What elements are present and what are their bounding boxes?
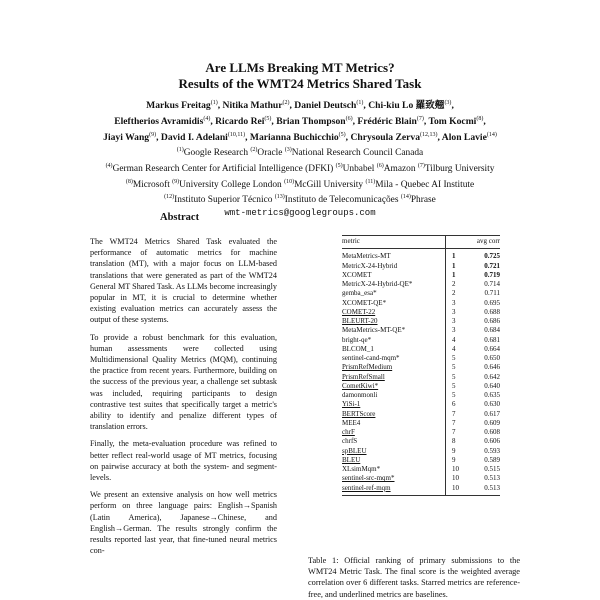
table-header-row <box>342 236 500 249</box>
affiliation-name: Tilburg University <box>424 164 495 175</box>
score-cell: 0.589 <box>484 455 500 464</box>
affiliation-name: Microsoft <box>132 179 170 190</box>
score-column-header: avg corr <box>470 236 500 249</box>
table-row <box>342 382 500 391</box>
metric-cell: BLEURT-20 <box>342 317 378 325</box>
metric-cell: YiSi-1 <box>342 400 361 409</box>
author-name: Alon Lavie <box>441 131 487 143</box>
table-row <box>342 465 500 474</box>
metric-cell: COMET-22 <box>342 307 376 316</box>
score-cell: 0.725 <box>484 252 500 261</box>
metric-cell: BERTScore <box>342 409 376 418</box>
table-row <box>342 410 500 419</box>
author-block <box>20 97 580 219</box>
rank-cell: 7 <box>446 410 471 419</box>
table-row <box>342 249 500 262</box>
affiliation-mark: (13) <box>274 194 285 201</box>
author-affil-mark: (8) <box>476 115 484 122</box>
affiliation-mark: (9) <box>172 178 180 185</box>
metric-cell: BLEU <box>342 455 361 464</box>
author-name: Frédéric Blain <box>357 115 417 127</box>
metric-column-header: metric <box>342 236 446 249</box>
abstract-body <box>90 236 277 562</box>
table-row <box>342 262 500 271</box>
metric-cell: MetricX-24-Hybrid <box>342 261 398 270</box>
affiliation-name: Phrase <box>410 195 436 206</box>
rank-cell: 7 <box>446 428 471 437</box>
abstract-paragraph: We present an extensive analysis on how well metrics perform on three language pairs: English→Spanish (Latin America), Japanese→Chinese, and English→German. The results strongly confirm the results reported last year, that fine-tuned neural metrics con- <box>90 490 277 556</box>
affiliation-mark: (10) <box>284 178 295 185</box>
metric-cell: gemba_esa* <box>342 289 377 298</box>
score-cell: 0.714 <box>484 280 500 288</box>
rank-cell: 10 <box>446 484 471 496</box>
affiliation-mark: (6) <box>376 162 384 169</box>
author-name: Chrysoula Zerva <box>350 131 421 143</box>
rank-column-header <box>446 236 471 249</box>
affiliation-name: Google Research <box>183 148 249 159</box>
metric-cell: XCOMET-QE* <box>342 298 387 307</box>
metric-cell: CometKiwi* <box>342 381 379 390</box>
score-cell: 0.688 <box>484 307 500 316</box>
metric-cell: chrfS <box>342 437 358 446</box>
rank-cell: 4 <box>446 336 471 345</box>
metric-cell: PrismRefSmall <box>342 372 385 381</box>
score-cell: 0.515 <box>484 465 500 473</box>
author-affil-mark: (14) <box>486 131 497 138</box>
table-row <box>342 308 500 317</box>
affiliation-line <box>20 176 580 192</box>
affiliation-mark: (11) <box>365 178 376 185</box>
metric-cell: PrismRefMedium <box>342 363 393 372</box>
title-line: Results of the WMT24 Metrics Shared Task <box>178 76 422 91</box>
affiliation-line <box>20 144 580 160</box>
title-line: Are LLMs Breaking MT Metrics? <box>205 60 395 75</box>
affiliation-name: Unbabel <box>342 164 375 175</box>
author-line: Markus Freitag$^{(1)}$, Nitika Mathur$^{(2)}$, Daniel Deutsch$^{(1)}$, Chi-kiu Lo 羅致翹$^{(3)}$, <box>146 100 454 112</box>
affiliation-name: Amazon <box>383 164 416 175</box>
rank-cell: 2 <box>446 280 471 289</box>
metric-cell: spBLEU <box>342 446 367 455</box>
rank-cell: 3 <box>446 299 471 308</box>
metric-cell: XLsimMqm* <box>342 465 381 473</box>
table-row <box>342 336 500 345</box>
score-cell: 0.684 <box>484 326 500 335</box>
metric-cell: MetricX-24-Hybrid-QE* <box>342 280 413 288</box>
affiliation-line <box>20 191 580 207</box>
table-row <box>342 391 500 400</box>
score-cell: 0.617 <box>484 409 500 418</box>
results-table <box>342 235 500 496</box>
author-affil-mark: (9) <box>149 131 157 138</box>
author-name: Tom Kocmi <box>428 115 477 127</box>
rank-cell: 5 <box>446 382 471 391</box>
metric-cell: sentinel-ref-mqm <box>342 484 446 496</box>
abstract-paragraph: To provide a robust benchmark for this evaluation, human assessments were collected using Multidimensional Quality Metrics (MQM), continuing the practice from recent years. Furthermore, building on the success of the previous year, a challenge set subtask was included, requiring participants to design contrastive test suites that specifically target a metric's ability to identify and penalize different types of translation errors. <box>90 332 277 432</box>
affiliation-mark: (7) <box>417 162 425 169</box>
author-name: Marianna Buchicchio <box>249 131 339 143</box>
score-cell: 0.664 <box>484 344 500 353</box>
score-cell: 0.593 <box>484 446 500 455</box>
metric-cell: MetaMetrics-MT <box>342 252 391 261</box>
score-cell: 0.513 <box>484 474 500 483</box>
table-row <box>342 373 500 382</box>
author-affil-mark: (12,13) <box>420 131 438 138</box>
author-affil-mark: (3) <box>444 100 452 106</box>
score-cell: 0.608 <box>484 428 500 436</box>
contact-email[interactable]: wmt-metrics@googlegroups.com <box>224 207 376 218</box>
rank-cell: 5 <box>446 363 471 372</box>
rank-cell: 5 <box>446 373 471 382</box>
table-row <box>342 474 500 483</box>
score-cell: 0.646 <box>484 363 500 372</box>
author-affil-mark: (2) <box>282 100 290 106</box>
table-row <box>342 345 500 354</box>
rank-cell: 1 <box>446 271 471 280</box>
author-name: Daniel Deutsch <box>294 100 357 112</box>
table-row <box>342 317 500 326</box>
metric-cell: sentinel-src-mqm* <box>342 474 395 483</box>
rank-cell: 5 <box>446 354 471 363</box>
author-affil-mark: (5) <box>338 131 346 138</box>
metric-cell: XCOMET <box>342 270 372 279</box>
rank-cell: 7 <box>446 419 471 428</box>
author-names <box>20 97 580 144</box>
author-affil-mark: (7) <box>416 115 424 122</box>
table-row <box>342 271 500 280</box>
rank-cell: 10 <box>446 474 471 483</box>
rank-cell: 3 <box>446 317 471 326</box>
rank-cell: 2 <box>446 289 471 298</box>
rank-cell: 9 <box>446 447 471 456</box>
rank-cell: 5 <box>446 391 471 400</box>
rank-cell: 10 <box>446 465 471 474</box>
score-cell: 0.640 <box>484 381 500 390</box>
score-cell: 0.711 <box>484 289 500 298</box>
affiliation-name: German Research Center for Artificial Intelligence (DFKI) <box>112 164 334 175</box>
score-cell: 0.721 <box>484 261 500 270</box>
author-affil-mark: (4) <box>203 115 211 122</box>
affiliation-name: Oracle <box>257 148 283 159</box>
table-row <box>342 363 500 372</box>
affiliation-name: McGill University <box>294 179 364 190</box>
affiliation-name: Instituto Superior Técnico <box>174 195 273 206</box>
score-cell: 0.630 <box>484 400 500 409</box>
paper-title <box>0 60 600 92</box>
author-name: Markus Freitag <box>146 100 211 112</box>
author-name: Jiayi Wang <box>103 131 150 143</box>
rank-cell: 9 <box>446 456 471 465</box>
author-name: David I. Adelani <box>160 131 228 143</box>
affiliation-mark: (2) <box>250 147 258 154</box>
table-body <box>342 249 500 496</box>
metric-cell: BLCOM_1 <box>342 344 374 353</box>
author-name: Ricardo Rei <box>215 115 265 127</box>
score-cell: 0.606 <box>484 437 500 446</box>
metric-cell: sentinel-cand-mqm* <box>342 354 400 362</box>
metric-cell: chrF <box>342 428 355 436</box>
affiliations <box>20 144 580 207</box>
table-row <box>342 280 500 289</box>
score-cell: 0.686 <box>484 317 500 325</box>
metric-cell: damonmonli <box>342 391 378 399</box>
affiliation-line <box>20 160 580 176</box>
table-row <box>342 447 500 456</box>
score-cell: 0.635 <box>484 391 500 399</box>
abstract-paragraph: Finally, the meta-evaluation procedure was refined to better reflect real-world usage of MT metrics, focusing on pairwise accuracy at both the system- and segment-levels. <box>90 439 277 483</box>
author-affil-mark: (1) <box>210 100 218 106</box>
table-row <box>342 419 500 428</box>
metric-cell: MetaMetrics-MT-QE* <box>342 326 406 335</box>
score-cell: 0.695 <box>484 298 500 307</box>
rank-cell: 8 <box>446 437 471 446</box>
author-line: Eleftherios Avramidis$^{(4)}$, Ricardo Rei$^{(5)}$, Brian Thompson$^{(6)}$, Frédéric Blain$^{(7)}$, Tom Kocmi$^{(8)}$, <box>114 115 486 127</box>
score-cell: 0.681 <box>484 335 500 344</box>
author-name: Nitika Mathur <box>222 100 283 112</box>
author-name: Chi-kiu Lo 羅致翹 <box>368 100 445 112</box>
rank-cell: 3 <box>446 326 471 335</box>
table-row <box>342 354 500 363</box>
author-name: Brian Thompson <box>276 115 346 127</box>
author-line: Jiayi Wang$^{(9)}$, David I. Adelani$^{(10,11)}$, Marianna Buchicchio$^{(5)}$, Chrysoula Zerva$^{(12,13)}$, Alon Lavie$^{(14)}$ <box>103 131 497 143</box>
score-cell: 0.650 <box>484 354 500 362</box>
rank-cell: 3 <box>446 308 471 317</box>
score-cell: 0.642 <box>484 372 500 381</box>
score-cell: 0.513 <box>470 484 500 496</box>
author-affil-mark: (5) <box>264 115 272 122</box>
rank-cell: 1 <box>446 262 471 271</box>
abstract-heading: Abstract <box>160 212 200 223</box>
affiliation-name: Instituto de Telecomunicações <box>284 195 399 206</box>
affiliation-mark: (12) <box>164 194 175 201</box>
affiliation-name: University College London <box>179 179 282 190</box>
table-row <box>342 289 500 298</box>
affiliation-mark: (3) <box>284 147 292 154</box>
affiliation-mark: (14) <box>400 194 411 201</box>
affiliation-mark: (8) <box>125 178 133 185</box>
abstract-paragraph: The WMT24 Metrics Shared Task evaluated the performance of automatic metrics for machine translation (MT), with a major focus on LLM-based translations that were generated as part of the WMT24 General MT Shared Task. As LLMs become increasingly popular in MT, it is crucial to determine whether existing evaluation metrics can accurately assess the output of these systems. <box>90 237 277 325</box>
author-affil-mark: (10,11) <box>227 131 246 138</box>
affiliation-mark: (5) <box>335 162 343 169</box>
table-row <box>342 437 500 446</box>
score-cell: 0.719 <box>484 270 500 279</box>
author-affil-mark: (1) <box>356 100 364 106</box>
affiliation-name: Mila - Quebec AI Institute <box>375 179 475 190</box>
rank-cell: 1 <box>446 249 471 262</box>
metric-cell: bright-qe* <box>342 335 372 344</box>
table-row <box>342 428 500 437</box>
affiliation-mark: (1) <box>176 147 184 154</box>
table-row <box>342 400 500 409</box>
table-row <box>342 456 500 465</box>
score-cell: 0.609 <box>484 418 500 427</box>
rank-cell: 6 <box>446 400 471 409</box>
table-row <box>342 326 500 335</box>
author-affil-mark: (6) <box>345 115 353 122</box>
affiliation-name: National Research Council Canada <box>291 148 424 159</box>
table-row <box>342 484 500 496</box>
author-name: Eleftherios Avramidis <box>114 115 204 127</box>
metric-cell: MEE4 <box>342 418 361 427</box>
table-row <box>342 299 500 308</box>
table-caption: Table 1: Official ranking of primary submissions to the WMT24 Metric Task. The final score is the weighted average correlation over 6 different tasks. Starred metrics are reference-free, and underlined metrics are baselines. <box>308 556 520 599</box>
rank-cell: 4 <box>446 345 471 354</box>
affiliation-mark: (4) <box>105 162 113 169</box>
